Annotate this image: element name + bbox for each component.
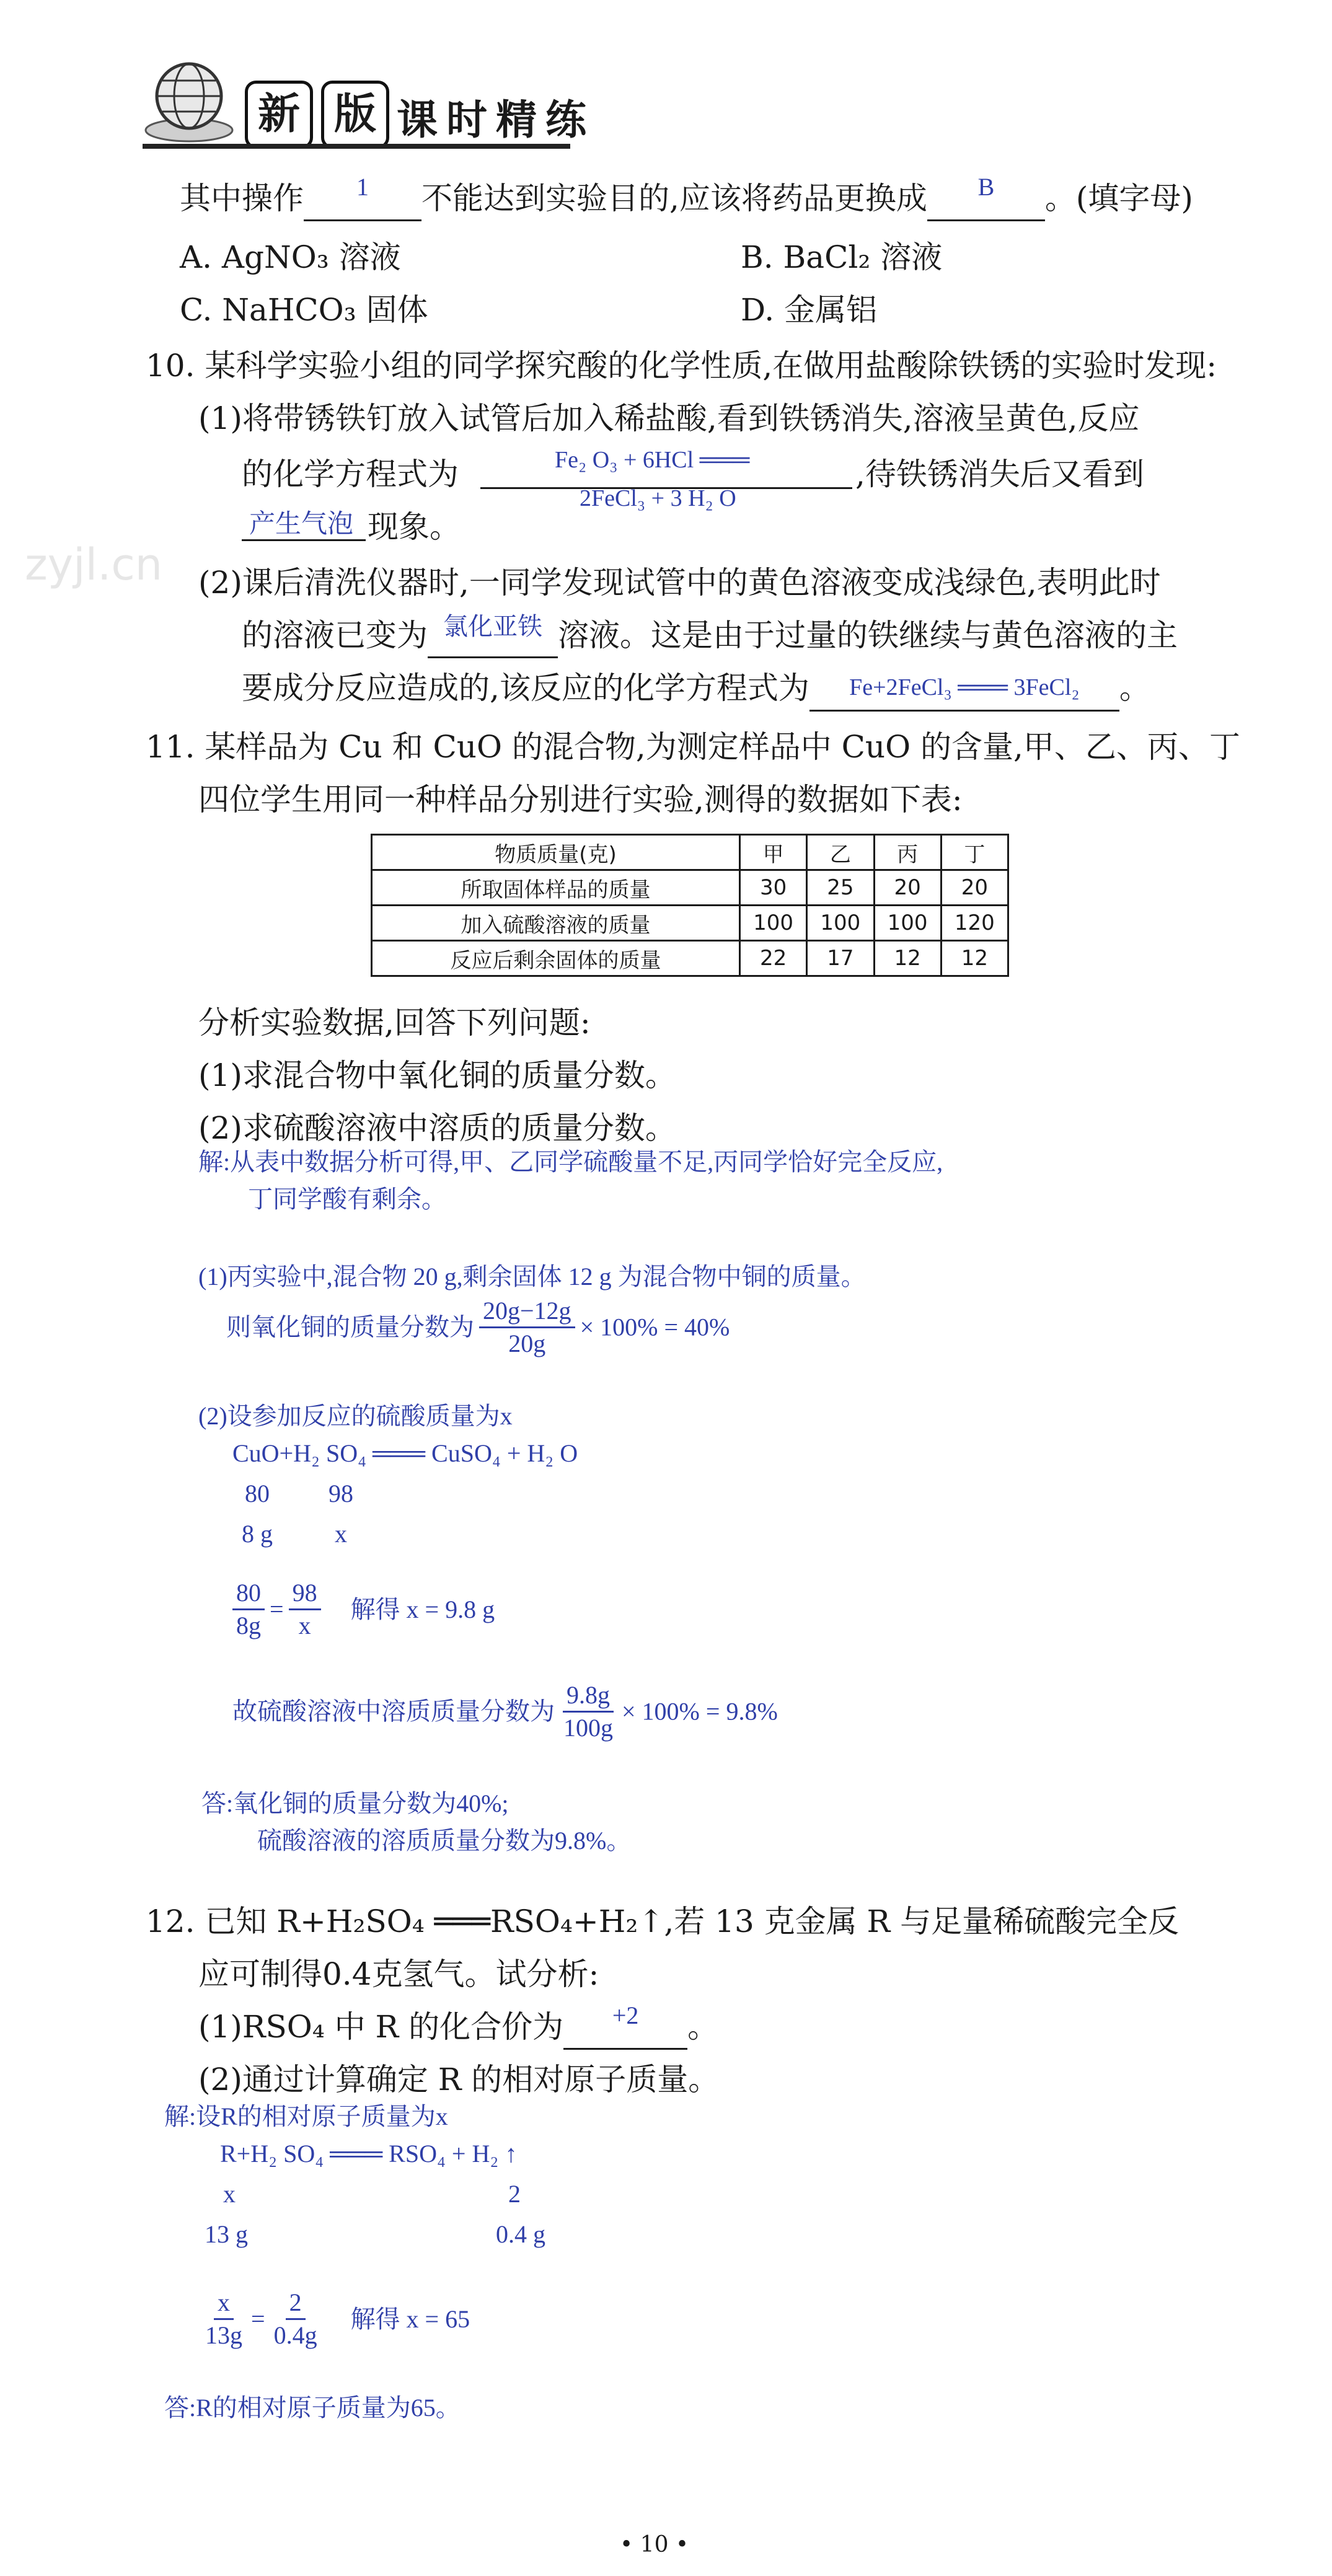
q11-mass-x: x [335, 1520, 347, 1548]
q12-solve-result: 解得 x = 65 [350, 2305, 470, 2333]
q11-h2so4-fraction-label: 故硫酸溶液中溶质质量分数为 [232, 1697, 555, 1726]
q10-equation2-answer: Fe+2FeCl₃ ═══ 3FeCl₂ [849, 674, 1080, 700]
q11-sub2: (2)求硫酸溶液中溶质的质量分数。 [198, 1110, 676, 1146]
table-header-cell: 乙 [807, 835, 874, 870]
q9-option-b: B. BaCl₂ 溶液 [741, 239, 943, 275]
q12-fraction-right [270, 2287, 321, 2351]
fraction-numerator: x [214, 2287, 234, 2320]
q10-part2-line3 [242, 669, 1150, 712]
q11-fraction-cuo [479, 1295, 575, 1359]
q10-part2-text-d: 。 [1119, 670, 1150, 706]
fraction-denominator: 0.4g [273, 2321, 317, 2349]
q12-answer: 答:R的相对原子质量为65。 [164, 2394, 461, 2422]
q11-fraction-left [232, 1577, 265, 1641]
q10-equation-bottom: 2FeCl₃ + 3 H₂ O [580, 485, 736, 511]
table-header-cell: 丁 [941, 835, 1008, 870]
header-badge-xin: 新 [245, 81, 313, 149]
q9-text-c: 。(填字母) [1044, 180, 1193, 216]
q11-equation: CuO+H₂ SO₄ ═══ CuSO₄ + H₂ O [232, 1439, 578, 1467]
q11-solution-line2: 丁同学酸有剩余。 [248, 1185, 446, 1213]
table-row [372, 941, 1008, 976]
q9-answer-2: B [977, 173, 995, 201]
q12-sub1 [198, 2001, 719, 2050]
q11-mass-fraction-result: × 100% = 40% [580, 1313, 730, 1341]
fraction-numerator: 80 [232, 1577, 265, 1610]
q9-answer-1: 1 [356, 173, 369, 201]
q12-given-r: 13 g [205, 2220, 248, 2248]
q12-fraction-left [201, 2287, 246, 2351]
q10-equation-top: Fe₂ O₃ + 6HCl ═══ [555, 447, 750, 473]
q10-part1-line1: (1)将带锈铁钉放入试管后加入稀盐酸,看到铁锈消失,溶液呈黄色,反应 [198, 400, 1140, 436]
q10-part2-line2 [242, 612, 1178, 658]
table-cell: 20 [941, 870, 1008, 906]
q11-proportion: $\frac{80}{8g}$ = $\frac{98}{x}$ 解得 x = 9.8 g [232, 1577, 495, 1641]
q11-molar-mass-cuo: 80 [245, 1480, 270, 1507]
q10-part1-line2b: ,待铁锈消失后又看到 [855, 456, 1144, 492]
q10-part1-line3b: 现象。 [368, 509, 461, 545]
q12-sub2: (2)通过计算确定 R 的相对原子质量。 [198, 2062, 720, 2097]
q10-stem: 10. 某科学实验小组的同学探究酸的化学性质,在做用盐酸除铁锈的实验时发现: [146, 348, 1217, 384]
q11-h2so4-fraction-result: × 100% = 9.8% [622, 1697, 778, 1726]
table-header-cell: 物质质量(克) [372, 835, 740, 870]
q11-fraction-right [289, 1577, 321, 1641]
q11-mass-cuo: 8 g [242, 1520, 273, 1548]
q11-line1: 11. 某样品为 Cu 和 CuO 的混合物,为测定样品中 CuO 的含量,甲、乙、丙、丁 [146, 729, 1240, 765]
q11-analyze: 分析实验数据,回答下列问题: [198, 1005, 591, 1041]
q11-molar-mass-h2so4: 98 [329, 1480, 353, 1507]
q12-line1: 12. 已知 R+H₂SO₄ ═══RSO₄+H₂↑,若 13 克金属 R 与足量稀硫酸完全反 [146, 1903, 1180, 1939]
q10-bubbles-blank [242, 496, 366, 541]
table-header-row [372, 835, 1008, 870]
table-header-cell: 丙 [874, 835, 941, 870]
q9-text-a: 其中操作 [180, 180, 304, 216]
q10-part2-text-c: 要成分反应造成的,该反应的化学方程式为 [242, 670, 809, 706]
table-cell: 加入硫酸溶液的质量 [372, 906, 740, 941]
q12-valence-answer: +2 [612, 2001, 639, 2029]
q9-text-b: 不能达到实验目的,应该将药品更换成 [421, 180, 927, 216]
q9-blank-1 [304, 173, 421, 221]
globe-book-logo-icon [143, 56, 236, 149]
table-cell: 22 [740, 941, 807, 976]
fraction-numerator: 98 [289, 1577, 321, 1610]
q11-answer-line2: 硫酸溶液的溶质质量分数为9.8%。 [257, 1827, 632, 1855]
q12-given-h2: 0.4 g [496, 2220, 545, 2248]
table-cell: 17 [807, 941, 874, 976]
table-cell: 12 [941, 941, 1008, 976]
table-cell: 100 [874, 906, 941, 941]
header-title: 课时精练 [397, 96, 595, 144]
fraction-numerator: 20g−12g [479, 1295, 575, 1328]
fraction-denominator: 8g [236, 1612, 261, 1639]
q12-mass-h2: 2 [508, 2180, 521, 2208]
q11-sub1: (1)求混合物中氧化铜的质量分数。 [198, 1057, 676, 1093]
table-cell: 120 [941, 906, 1008, 941]
q11-answer-line1: 答:氧化铜的质量分数为40%; [201, 1789, 509, 1817]
q12-sub1-text: (1)RSO₄ 中 R 的化合价为 [198, 2009, 564, 2045]
q12-sub1-end: 。 [687, 2009, 719, 2045]
header-badge-ban: 版 [321, 81, 389, 149]
table-header-cell: 甲 [740, 835, 807, 870]
fraction-denominator: 100g [563, 1714, 613, 1742]
q12-line2: 应可制得0.4克氢气。试分析: [198, 1956, 599, 1992]
fraction-denominator: x [298, 1612, 311, 1639]
table-cell: 100 [807, 906, 874, 941]
q12-solution-line1: 解:设R的相对原子质量为x [164, 2102, 448, 2130]
q9-option-d: D. 金属铝 [741, 292, 878, 328]
table-cell: 所取固体样品的质量 [372, 870, 740, 906]
q10-ferrous-blank [428, 612, 558, 658]
q12-mass-r: x [223, 2180, 236, 2208]
q11-solution-line1: 解:从表中数据分析可得,甲、乙同学硫酸量不足,丙同学恰好完全反应, [198, 1148, 943, 1176]
q12-proportion: $\frac{x}{13g}$ = $\frac{2}{0.4g}$ 解得 x = 65 [201, 2287, 470, 2351]
table-cell: 反应后剩余固体的质量 [372, 941, 740, 976]
fraction-numerator: 2 [286, 2287, 306, 2320]
q11-line2: 四位学生用同一种样品分别进行实验,测得的数据如下表: [198, 782, 963, 818]
page-number: • 10 • [620, 2532, 689, 2557]
q10-part1-line2a: 的化学方程式为 [242, 456, 459, 492]
watermark: zyjl.cn [25, 539, 163, 590]
q11-data-table [371, 834, 1009, 977]
q9-option-c: C. NaHCO₃ 固体 [180, 292, 428, 328]
table-cell: 100 [740, 906, 807, 941]
header-rule [143, 144, 570, 149]
table-row [372, 870, 1008, 906]
table-row [372, 906, 1008, 941]
table-cell: 20 [874, 870, 941, 906]
q11-fraction-h2so4 [560, 1680, 617, 1744]
q11-solve-result: 解得 x = 9.8 g [350, 1595, 495, 1623]
fraction-denominator: 20g [508, 1330, 546, 1357]
q12-equation: R+H₂ SO₄ ═══ RSO₄ + H₂ ↑ [220, 2140, 518, 2168]
q11-solution-line5: (2)设参加反应的硫酸质量为x [198, 1402, 513, 1430]
q11-mass-fraction-label: 则氧化铜的质量分数为 [226, 1313, 474, 1341]
q10-part2-text-b: 溶液。这是由于过量的铁继续与黄色溶液的主 [558, 617, 1178, 653]
q9-line [180, 173, 1193, 221]
q10-part2-text-a: 的溶液已变为 [242, 617, 428, 653]
q10-equation-blank [480, 446, 852, 511]
table-cell: 25 [807, 870, 874, 906]
q11-solution-line4 [226, 1295, 730, 1359]
q12-valence-blank [563, 2001, 687, 2050]
q11-solution-line10 [232, 1680, 778, 1744]
q10-part2-line1: (2)课后清洗仪器时,一同学发现试管中的黄色溶液变成浅绿色,表明此时 [198, 565, 1161, 601]
q9-option-a: A. AgNO₃ 溶液 [180, 239, 401, 275]
q9-blank-2 [927, 173, 1045, 221]
q11-solution-line3: (1)丙实验中,混合物 20 g,剩余固体 12 g 为混合物中铜的质量。 [198, 1263, 866, 1290]
table-cell: 12 [874, 941, 941, 976]
q10-equation2-blank [809, 669, 1119, 712]
fraction-numerator: 9.8g [563, 1680, 614, 1713]
table-cell: 30 [740, 870, 807, 906]
fraction-denominator: 13g [205, 2321, 242, 2349]
q10-ferrous-answer: 氯化亚铁 [443, 612, 542, 640]
q10-bubbles-answer: 产生气泡 [249, 510, 354, 539]
